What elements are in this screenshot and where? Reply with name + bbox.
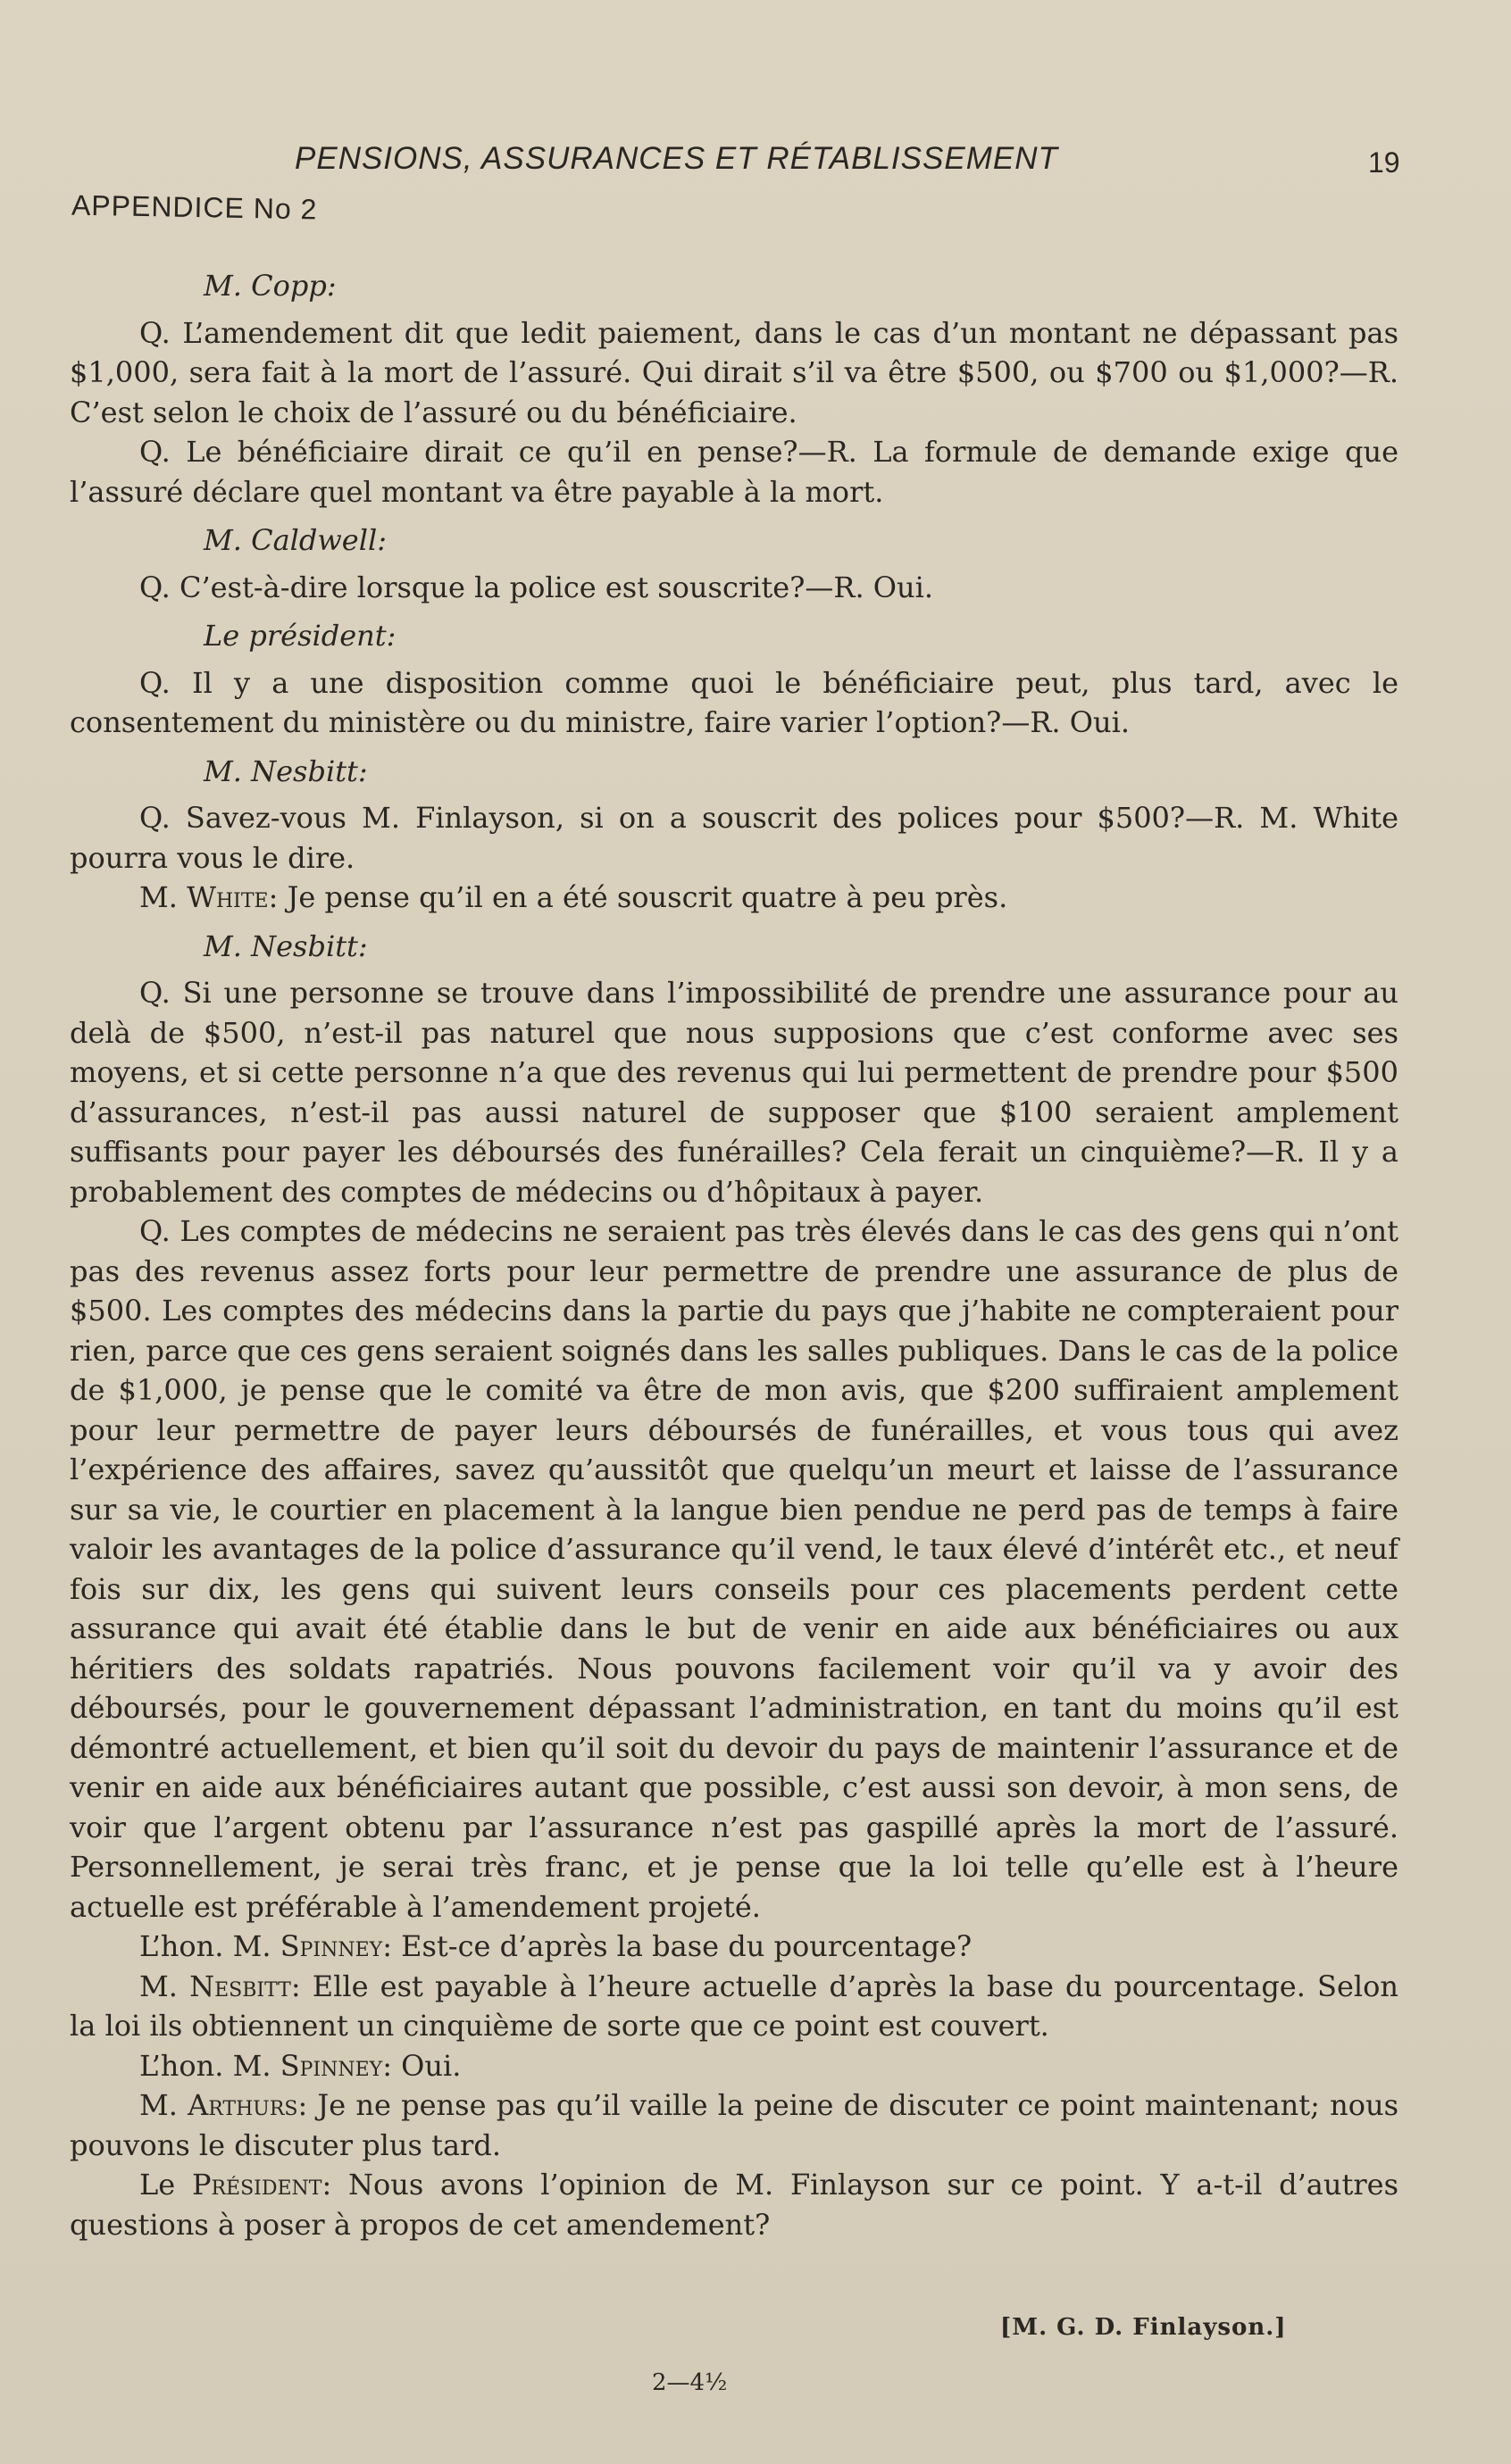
paragraph: Q. L’amendement dit que ledit paiement, dans le cas d’un montant ne dépassant pas $1,000, sera fait à la mort de l’assuré. Qui dirait s’il va être $500, ou $700 ou $1,000?—R. C’est selon le choix de l’assuré ou du bénéficiaire. xyxy=(70,315,1398,429)
speaker-name: Président xyxy=(191,2168,322,2202)
paragraph: Q. Il y a une disposition comme quoi le bénéficiaire peut, plus tard, avec le consentement du ministère ou du ministre, faire varier l’option?—R. Oui. xyxy=(70,665,1398,739)
speaker-name: Arthurs xyxy=(188,2088,298,2122)
speech-text: : Elle est payable à l’heure actuelle d’après la base du pourcentage. Selon la loi ils obtiennent un cinquième de sorte que ce point est couvert. xyxy=(70,1969,1399,2043)
paragraph xyxy=(70,878,1398,918)
speech-text: : Nous avons l’opinion de M. Finlayson sur ce point. Y a-t-il d’autres questions à poser à propos de cet amendement? xyxy=(70,2168,1399,2242)
speaker-name: White xyxy=(187,880,269,914)
speaker-heading: M. Nesbitt: xyxy=(204,753,368,788)
paragraph xyxy=(70,2165,1398,2244)
paragraph xyxy=(70,2085,1398,2165)
speaker-prefix: L’hon. M. xyxy=(139,1929,280,1963)
paragraph xyxy=(70,1967,1398,2046)
speaker-name: Spinney xyxy=(280,2048,383,2083)
page-number: 19 xyxy=(1368,146,1400,179)
speaker-name: Nesbitt xyxy=(189,1969,291,2003)
speaker-prefix: M. xyxy=(139,2088,188,2122)
speaker-heading: M. Caldwell: xyxy=(204,523,387,557)
speaker-heading: M. Copp: xyxy=(204,269,337,303)
speech-text: : Est-ce d’après la base du pourcentage? xyxy=(382,1929,973,1963)
speech-text: : Oui. xyxy=(382,2048,462,2083)
paragraph: Q. C’est-à-dire lorsque la police est souscrite?—R. Oui. xyxy=(139,570,934,604)
speaker-name: Spinney xyxy=(280,1929,383,1963)
speaker-prefix: L’hon. M. xyxy=(139,2048,280,2083)
paragraph xyxy=(70,1927,1398,1967)
speaker-heading: M. Nesbitt: xyxy=(204,928,368,963)
running-header-title: PENSIONS, ASSURANCES ET RÉTABLISSEMENT xyxy=(295,141,1058,176)
appendix-label: APPENDICE No 2 xyxy=(71,188,318,226)
speech-text: : Je ne pense pas qu’il vaille la peine de discuter ce point maintenant; nous pouvons le discuter plus tard. xyxy=(70,2088,1398,2162)
folio-mark: 2—4½ xyxy=(652,2369,728,2396)
paragraph: Q. Savez-vous M. Finlayson, si on a souscrit des polices pour $500?—R. M. White pourra vous le dire. xyxy=(70,801,1398,875)
speaker-prefix: M. xyxy=(139,880,188,914)
speaker-prefix: M. xyxy=(139,1969,190,2003)
transcript-body xyxy=(70,257,1398,2244)
speech-text: : Je pense qu’il en a été souscrit quatre à peu près. xyxy=(268,880,1008,914)
paragraph: Q. Le bénéficiaire dirait ce qu’il en pense?—R. La formule de demande exige que l’assuré déclare quel montant va être payable à la mort. xyxy=(70,435,1398,509)
witness-signature-line: [M. G. D. Finlayson.] xyxy=(1000,2314,1287,2341)
speaker-prefix: Le xyxy=(139,2168,192,2202)
speaker-heading: Le président: xyxy=(204,619,397,653)
paragraph xyxy=(70,2046,1398,2086)
paragraph: Q. Les comptes de médecins ne seraient pas très élevés dans le cas des gens qui n’ont pas des revenus assez forts pour leur permettre de prendre une assurance de plus de $500. Les comptes des médecins dans la partie du pays que j’habite ne compteraient pour rien, parce que ces gens seraient soignés dans les salles publiques. Dans le cas de la police de $1,000, je pense que le comité va être de mon avis, que $200 suffiraient amplement pour leur permettre de payer leurs déboursés de funérailles, et vous tous qui avez l’expérience des affaires, savez qu’aussitôt que quelqu’un meurt et laisse de l’assurance sur sa vie, le courtier en placement à la langue bien pendue ne perd pas de temps à faire valoir les avantages de la police d’assurance qu’il vend, le taux élevé d’intérêt etc., et neuf fois sur dix, les gens qui suivent leurs conseils pour ces placements perdent cette assurance qui avait été établie dans le but de venir en aide aux bénéficiaires ou aux héritiers des soldats rapatriés. Nous pouvons facilement voir qu’il va y avoir des déboursés, pour le gouvernement dépassant l’administration, en tant du moins qu’il est démontré actuellement, et bien qu’il soit du devoir du pays de maintenir l’assurance et de venir en aide aux bénéficiaires autant que possible, c’est aussi son devoir, à mon sens, de voir que l’argent obtenu par l’assurance n’est pas gaspillé après la mort de l’assuré. Personnellement, je serai très franc, et je pense que la loi telle qu’elle est à l’heure actuelle est préférable à l’amendement projeté. xyxy=(70,1214,1398,1924)
paragraph: Q. Si une personne se trouve dans l’impossibilité de prendre une assurance pour au delà de $500, n’est-il pas naturel que nous supposions que c’est conforme avec ses moyens, et si cette personne n’a que des revenus qui lui permettent de prendre pour $500 d’assurances, n’est-il pas aussi naturel de supposer que $100 seraient amplement suffisants pour payer les déboursés des funérailles? Cela ferait un cinquième?—R. Il y a probablement des comptes de médecins ou d’hôpitaux à payer. xyxy=(70,976,1398,1209)
